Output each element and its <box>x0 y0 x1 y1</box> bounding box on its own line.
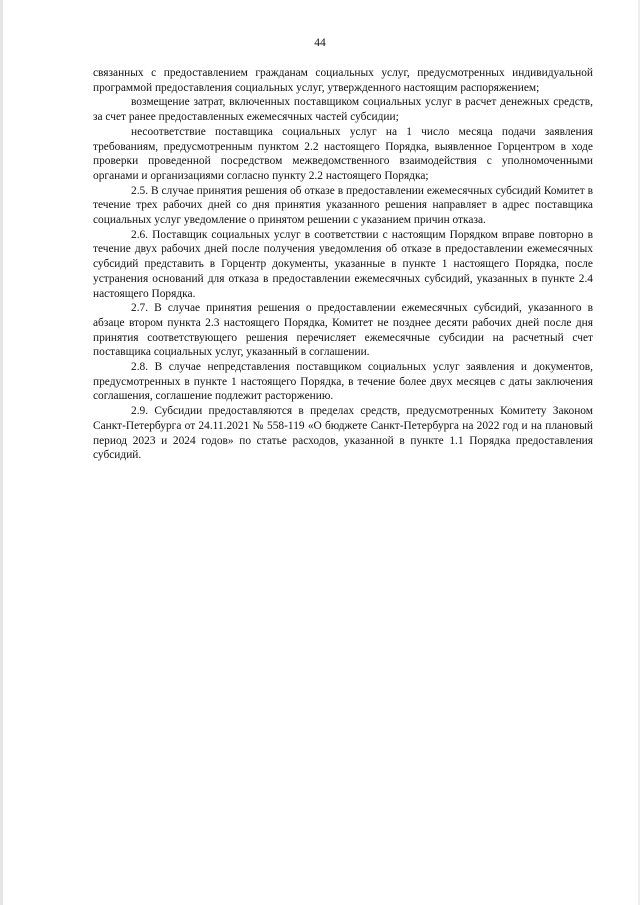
paragraph: 2.9. Субсидии предоставляются в пределах средств, предусмотренных Комитету Законом Санкт-Петербурга от 24.11.2021 № 558-119 «О бюджете Санкт-Петербурга на 2022 год и на плановый период 2023 и 2024 годов» по статье расходов, указанной в пункте 1.1 Порядка предоставления субсидий. <box>93 405 593 462</box>
paragraph: 2.7. В случае принятия решения о предоставлении ежемесячных субсидий, указанного в абзаце втором пункта 2.3 настоящего Порядка, Комитет не позднее десяти рабочих дней после дня принятия соответствующего решения перечисляет ежемесячные субсидии на расчетный счет поставщика социальных услуг, указанный в соглашении. <box>93 302 593 359</box>
document-body <box>93 66 593 463</box>
paragraph-continuation: связанных с предоставлением гражданам социальных услуг, предусмотренных индивидуальной программой предоставления социальных услуг, утвержденного настоящим распоряжением; <box>93 67 593 94</box>
paragraph: 2.5. В случае принятия решения об отказе в предоставлении ежемесячных субсидий Комитет в течение трех рабочих дней со дня принятия указанного решения направляет в адрес поставщика социальных услуг уведомление о принятом решении с указанием причин отказа. <box>93 184 593 227</box>
scan-left-edge <box>0 0 3 905</box>
paragraph: возмещение затрат, включенных поставщиком социальных услуг в расчет денежных средств, за счет ранее предоставленных ежемесячных частей субсидии; <box>93 96 593 124</box>
paragraph: 2.8. В случае непредставления поставщиком социальных услуг заявления и документов, предусмотренных в пункте 1 настоящего Порядка, в течение более двух месяцев с даты заключения соглашения, соглашение подлежит расторжению. <box>93 361 593 403</box>
page-number: 44 <box>314 37 326 49</box>
paragraph: 2.6. Поставщик социальных услуг в соответствии с настоящим Порядком вправе повторно в течение двух рабочих дней после получения уведомления об отказе в предоставлении ежемесячных субсидий представить в Горцентр документы, указанные в пункте 1 настоящего Порядка, после устранения оснований для отказа в предоставлении ежемесячных субсидий, указанных в пункте 2.4 настоящего Порядка. <box>93 228 593 300</box>
paragraph: несоответствие поставщика социальных услуг на 1 число месяца подачи заявления требованиям, предусмотренным пунктом 2.2 настоящего Порядка, выявленное Горцентром в ходе проверки проведенной посредством межведомственного взаимодействия с уполномоченными органами и организациями согласно пункту 2.2 настоящего Порядка; <box>93 125 593 182</box>
